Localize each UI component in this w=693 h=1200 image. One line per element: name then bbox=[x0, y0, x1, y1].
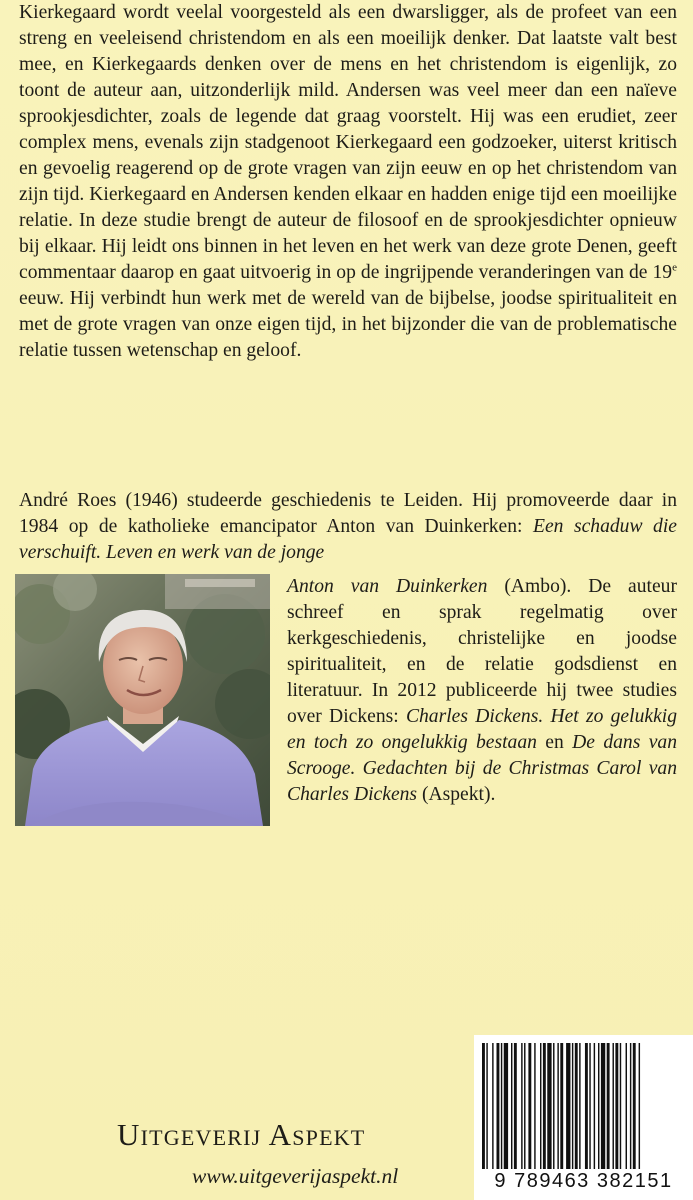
barcode-bar bbox=[626, 1043, 627, 1169]
barcode-bar bbox=[521, 1043, 522, 1169]
barcode-bar bbox=[589, 1043, 590, 1169]
barcode-bar bbox=[553, 1043, 554, 1169]
summary-text-part2: eeuw. Hij verbindt hun werk met de wereld van de bijbelse, joodse spiritualiteit en met de grote vragen van onze eigen tijd, in het bijzonder die van de problematische relatie tussen wetenschap en geloof. bbox=[19, 288, 677, 361]
barcode-bar bbox=[534, 1043, 535, 1169]
author-dissertation-title: Een schaduw die verschuift. Leven en werk van de jonge bbox=[19, 516, 677, 563]
century-superscript: e bbox=[672, 261, 677, 274]
barcode-bar bbox=[557, 1043, 558, 1169]
summary-text-part1: Kierkegaard wordt veelal voorgesteld als een dwarsligger, als de profeet van een streng en veeleisend christendom en als een moeilijk denker. Dat laatste valt best mee, en Kierkegaards denken over de mens en het christendom is eigenlijk, zo toont de auteur aan, uitzonderlijk mild. Andersen was veel meer dan een naïeve sprookjesdichter, zoals de legende dat graag voorstelt. Hij was een erudiet, zeer complex mens, evenals zijn stadgenoot Kierkegaard een godzoeker, uiterst kritisch en gevoelig reagerend op de grote vragen van zijn eeuw en op het christendom van zijn tijd. Kierkegaard en Andersen kenden elkaar en hadden enige tijd een moeilijke relatie. In deze studie brengt de auteur de filosoof en de sprookjesdichter opnieuw bij elkaar. Hij leidt ons binnen in het leven en het werk van deze grote Denen, geeft commentaar daarop en gaat uitvoerig in op de ingrijpende veranderingen van de 19 bbox=[19, 2, 677, 283]
publisher-website: www.uitgeverijaspekt.nl bbox=[192, 1164, 399, 1188]
barcode-bar bbox=[633, 1043, 636, 1169]
book-summary bbox=[19, 0, 677, 364]
barcode-bar bbox=[540, 1043, 541, 1169]
barcode-bar bbox=[585, 1043, 588, 1169]
barcode-bar bbox=[601, 1043, 605, 1169]
barcode-bar bbox=[528, 1043, 531, 1169]
author-bio bbox=[287, 574, 677, 808]
author-bio-text-1: (Ambo). De auteur schreef en sprak regelmatig over kerkgeschiedenis, christelijke en joodse spiritualiteit, en de relatie godsdienst en literatuur. In 2012 publiceerde hij twee studies over Dickens: bbox=[287, 576, 677, 727]
dickens-book-title-1: Charles Dickens. Het zo gelukkig en toch zo ongelukkig bestaan bbox=[287, 706, 678, 753]
barcode-bar bbox=[486, 1043, 487, 1169]
barcode-bar bbox=[615, 1043, 618, 1169]
barcode-bar bbox=[575, 1043, 578, 1169]
barcode-bar bbox=[572, 1043, 573, 1169]
barcode-bar bbox=[594, 1043, 595, 1169]
barcode-bar bbox=[639, 1043, 640, 1169]
isbn-digits: 9 789463 382151 bbox=[494, 1170, 673, 1192]
barcode-bar bbox=[492, 1043, 493, 1169]
author-bio-text-3: (Aspekt). bbox=[417, 784, 496, 805]
author-intro-text: André Roes (1946) studeerde geschiedenis te Leiden. Hij promoveerde daar in 1984 op de katholieke emancipator Anton van Duinkerken: bbox=[19, 490, 677, 537]
dickens-book-title-2: De dans van Scrooge. Gedachten bij de Christmas Carol van Charles Dickens bbox=[287, 732, 677, 805]
barcode-bar bbox=[579, 1043, 580, 1169]
author-bio-text-2: en bbox=[536, 732, 573, 753]
barcode-bar bbox=[497, 1043, 500, 1169]
barcode-bars bbox=[474, 1035, 693, 1175]
barcode-bar bbox=[630, 1043, 631, 1169]
barcode-bar bbox=[566, 1043, 570, 1169]
barcode-bar bbox=[511, 1043, 512, 1169]
barcode-bar bbox=[607, 1043, 610, 1169]
barcode-bar bbox=[501, 1043, 502, 1169]
barcode-bar bbox=[620, 1043, 621, 1169]
author-photo bbox=[15, 574, 270, 826]
barcode-bar bbox=[543, 1043, 546, 1169]
barcode-bar bbox=[482, 1043, 485, 1169]
barcode-bar bbox=[514, 1043, 517, 1169]
barcode-bar bbox=[598, 1043, 599, 1169]
barcode-bar bbox=[504, 1043, 508, 1169]
barcode-bar bbox=[524, 1043, 525, 1169]
barcode-bar bbox=[547, 1043, 551, 1169]
author-section bbox=[15, 574, 677, 834]
barcode-bar bbox=[560, 1043, 563, 1169]
author-bio-title-continued: Anton van Duinkerken bbox=[287, 576, 488, 597]
barcode-bar bbox=[613, 1043, 614, 1169]
author-portrait-image bbox=[15, 574, 270, 826]
publisher-name: Uitgeverij Aspekt bbox=[117, 1117, 366, 1152]
isbn-barcode bbox=[474, 1035, 693, 1200]
author-intro bbox=[19, 488, 677, 566]
